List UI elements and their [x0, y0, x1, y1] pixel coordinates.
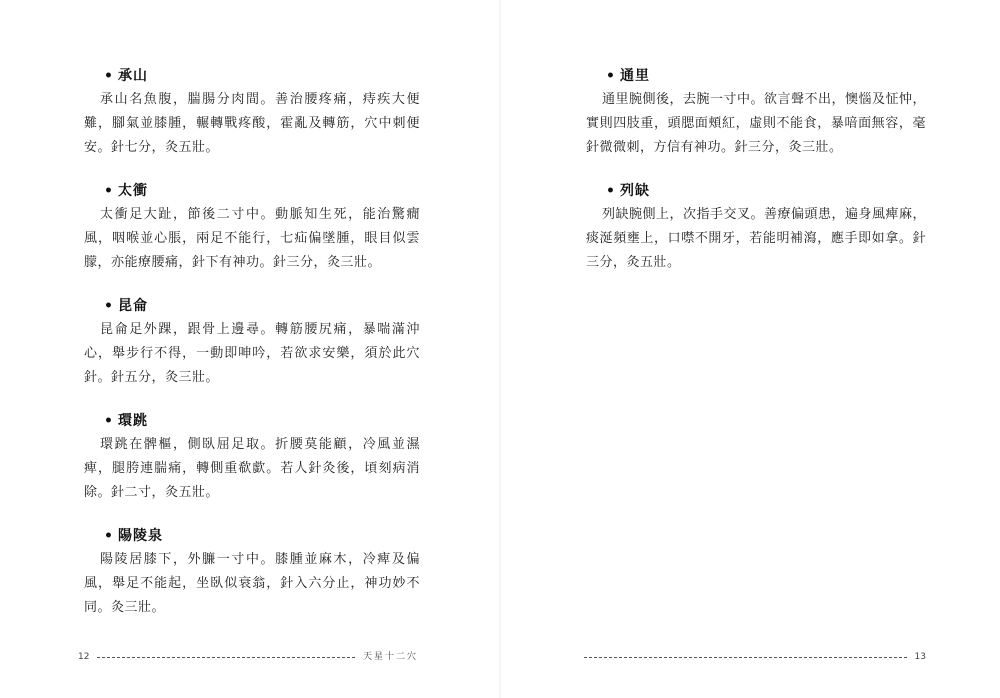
footer-divider: [97, 657, 355, 658]
section-tongli: [586, 64, 926, 160]
section-yanglingquan: [84, 524, 420, 620]
section-heading: • 承山: [104, 64, 420, 88]
section-kunlun: [84, 294, 420, 390]
section-body: 環跳在髀樞，側臥屈足取。折腰莫能顧，冷風並濕痺，腿胯連腨痛，轉側重欷歔。若人針灸後，頃刻病消除。針二寸，灸五壯。: [84, 437, 420, 500]
section-taichong: [84, 179, 420, 275]
page-number: 12: [78, 652, 90, 662]
section-heading: • 太衝: [104, 179, 420, 203]
footer-left: [78, 650, 418, 664]
section-chengshan: [84, 64, 420, 160]
section-body: 承山名魚腹，腨腸分肉間。善治腰疼痛，痔疾大便難，腳氣並膝腫，輾轉戰疼酸，霍亂及轉筋，穴中刺便安。針七分，灸五壯。: [84, 92, 420, 155]
section-body: 陽陵居膝下，外臁一寸中。膝腫並麻木，冷痺及偏風，舉足不能起，坐臥似衰翁，針入六分止，神功妙不同。灸三壯。: [84, 552, 420, 615]
page-number: 13: [914, 652, 926, 662]
section-body: 昆侖足外踝，跟骨上邊尋。轉筋腰尻痛，暴喘滿沖心，舉步行不得，一動即呻吟，若欲求安樂，須於此穴針。針五分，灸三壯。: [84, 322, 420, 385]
section-lieque: [586, 179, 926, 275]
section-heading: • 環跳: [104, 409, 420, 433]
section-body: 通里腕側後，去腕一寸中。欲言聲不出，懊惱及怔忡，實則四肢重，頭腮面頰紅，虛則不能食，暴喑面無容，毫針微微刺，方信有神功。針三分，灸三壯。: [586, 92, 927, 155]
section-body: 太衝足大趾，節後二寸中。動脈知生死，能治驚癇風，咽喉並心脹，兩足不能行，七疝偏墜腫，眼目似雲朦，亦能療腰痛，針下有神功。針三分，灸三壯。: [84, 207, 420, 270]
section-heading: • 列缺: [606, 179, 926, 203]
section-body: 列缺腕側上，次指手交叉。善療偏頭患，遍身風痺麻，痰涎頻壅上，口噤不開牙，若能明補瀉，應手即如拿。針三分，灸五壯。: [586, 207, 927, 270]
footer-divider: [584, 657, 907, 658]
section-huantiao: [84, 409, 420, 505]
section-heading: • 通里: [606, 64, 926, 88]
section-heading: • 昆侖: [104, 294, 420, 318]
section-heading: • 陽陵泉: [104, 524, 420, 548]
running-title: 天星十二穴: [362, 652, 418, 662]
footer-right: [584, 650, 926, 664]
right-page: [500, 0, 1000, 698]
